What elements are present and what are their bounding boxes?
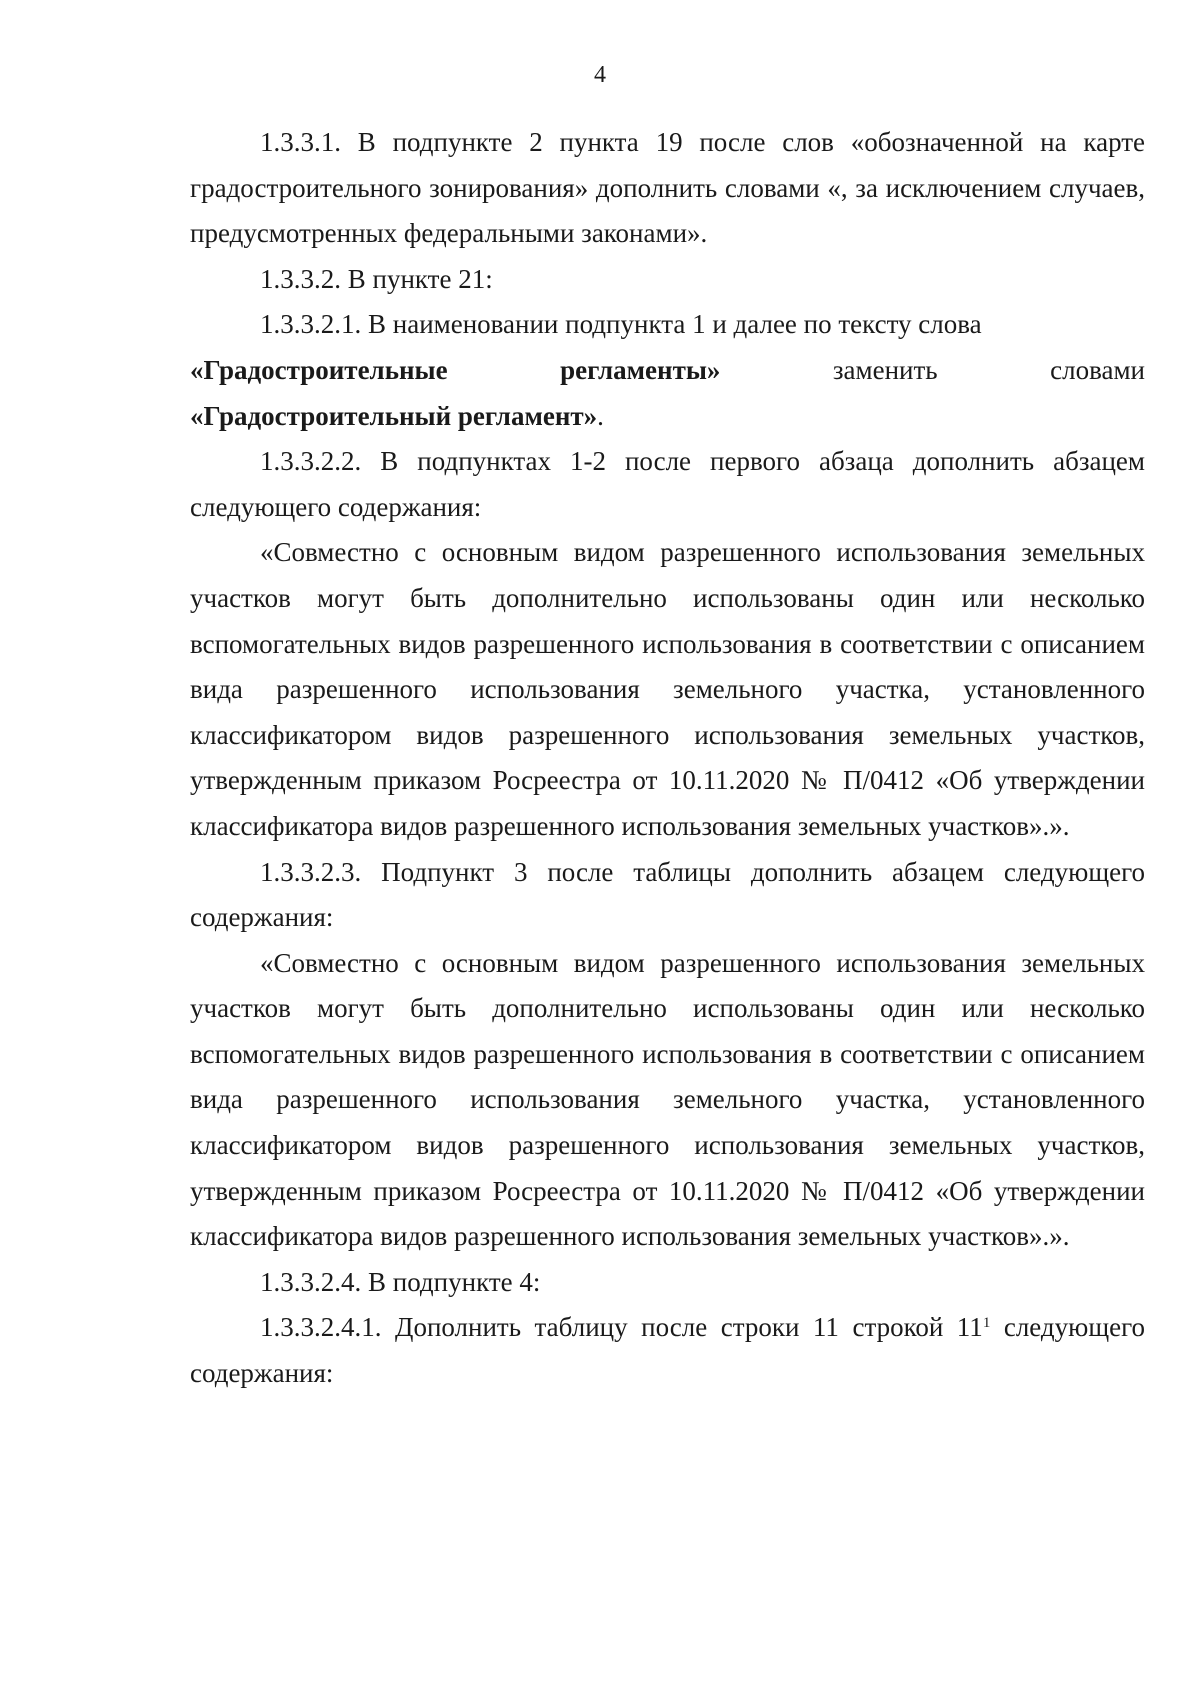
word-with-words: словами bbox=[1050, 354, 1145, 385]
superscript-index: 1 bbox=[982, 1315, 991, 1332]
period: . bbox=[597, 400, 604, 431]
quoted-insertion-1: «Совместно с основным видом разрешенного использования земельных участков могут быть дополнительно использованы один или несколько вспомогательных видов разрешенного использования в соответствии с описанием вида разрешенного использования земельного участка, установленного классификатором видов разрешенного использования земельных участков, утвержденным приказом Росреестра от 10.11.2020 № П/0412 «Об утверждении классификатора видов разрешенного использования земельных участков».». bbox=[190, 537, 1145, 841]
document-body bbox=[190, 120, 1145, 1397]
paragraph-1-3-3-2: 1.3.3.2. В пункте 21: bbox=[260, 263, 493, 294]
paragraph-1-3-3-2-4-1-main: 1.3.3.2.4.1. Дополнить таблицу после строки 11 строкой 11 bbox=[260, 1312, 983, 1343]
paragraph-1-3-3-1: 1.3.3.1. В подпункте 2 пункта 19 после слов «обозначенной на карте градостроительного зонирования» дополнить словами «, за исключением случаев, предусмотренных федеральными законами». bbox=[190, 127, 1145, 249]
paragraph-1-3-3-2-3: 1.3.3.2.3. Подпункт 3 после таблицы дополнить абзацем следующего содержания: bbox=[190, 856, 1145, 933]
bold-term-old-2: регламенты» bbox=[560, 354, 721, 385]
paragraph-1-3-3-2-1-line3 bbox=[190, 394, 1145, 440]
paragraph-1-3-3-2-4-1 bbox=[190, 1305, 1145, 1396]
paragraph-1-3-3-2-2: 1.3.3.2.2. В подпунктах 1-2 после первого абзаца дополнить абзацем следующего содержания: bbox=[190, 446, 1145, 522]
bold-term-old-1: «Градостроительные bbox=[190, 354, 448, 385]
paragraph-1-3-3-2-4: 1.3.3.2.4. В подпункте 4: bbox=[260, 1266, 541, 1297]
paragraph-1-3-3-2-4-1-end: следующего содержания: bbox=[190, 1312, 1146, 1389]
paragraph-1-3-3-2-1-line1: 1.3.3.2.1. В наименовании подпункта 1 и далее по тексту слова bbox=[260, 309, 982, 340]
page-number: 4 bbox=[594, 62, 606, 88]
quoted-insertion-2: «Совместно с основным видом разрешенного использования земельных участков могут быть дополнительно использованы один или несколько вспомогательных видов разрешенного использования в соответствии с описанием вида разрешенного использования земельного участка, установленного классификатором видов разрешенного использования земельных участков, утвержденным приказом Росреестра от 10.11.2020 № П/0412 «Об утверждении классификатора видов разрешенного использования земельных участков».». bbox=[190, 947, 1145, 1252]
word-replace: заменить bbox=[832, 354, 938, 385]
bold-term-new: «Градостроительный регламент» bbox=[190, 400, 598, 431]
paragraph-1-3-3-2-1 bbox=[190, 302, 1145, 439]
paragraph-1-3-3-2-1-line2 bbox=[190, 348, 1145, 394]
